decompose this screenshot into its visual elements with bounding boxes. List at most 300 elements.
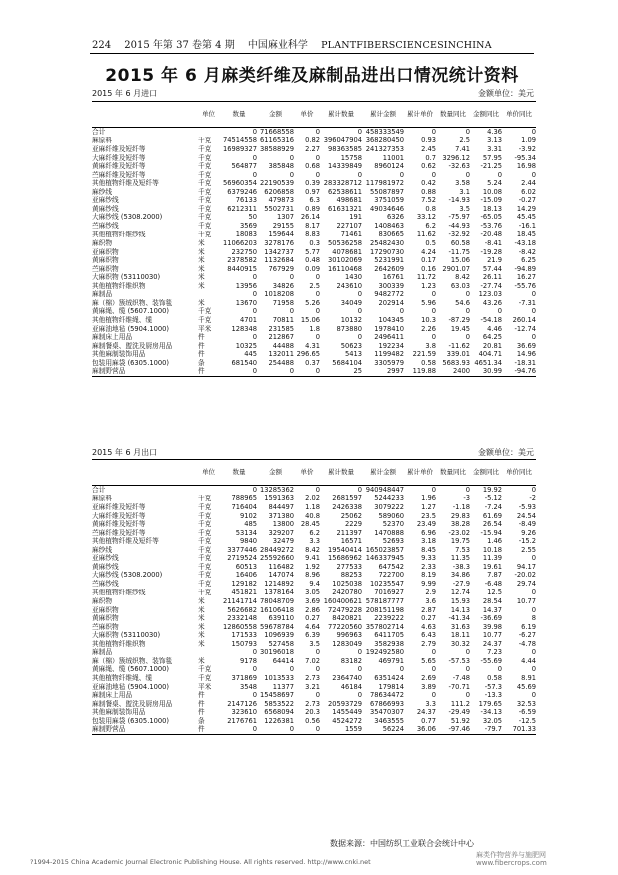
value-cell: 70811 [272, 316, 294, 324]
value-cell: 4.31 [305, 341, 320, 350]
value-cell: 56960354 [222, 179, 257, 188]
value-cell: 13285362 [259, 485, 294, 494]
value-cell: 385848 [268, 162, 294, 171]
column-header: 金额同比 [473, 110, 499, 119]
value-cell: 20.81 [482, 341, 502, 350]
unit-cell: 千克 [198, 494, 212, 503]
table-row [92, 665, 536, 674]
unit-cell: 平米 [198, 324, 212, 333]
value-cell: 0 [531, 290, 536, 299]
value-cell: -20.48 [480, 230, 502, 239]
value-cell: 3.69 [305, 597, 320, 606]
row-label: 麻织物 [92, 597, 113, 606]
column-header: 数量 [232, 110, 246, 119]
value-cell: 0 [252, 333, 257, 342]
value-cell: 28449272 [259, 545, 294, 554]
value-cell: 0 [252, 648, 257, 657]
value-cell: 3.58 [455, 179, 470, 188]
value-cell: 578187777 [365, 597, 404, 606]
data-source: 数据来源：中国纺织工业联合会统计中心 [330, 839, 474, 848]
value-cell: 498681 [336, 196, 362, 205]
value-cell: 72479228 [327, 605, 362, 614]
value-cell: 0.68 [305, 162, 320, 171]
value-cell: 0 [465, 333, 470, 342]
value-cell: -32.63 [448, 162, 470, 171]
unit-cell: 米 [198, 247, 205, 256]
value-cell: -16.1 [518, 222, 536, 230]
row-label: 亚麻织物 [92, 247, 119, 256]
value-cell: 1408463 [374, 222, 404, 230]
value-cell: 19.61 [482, 562, 502, 571]
value-cell: 404.71 [478, 350, 502, 359]
value-cell: 54.6 [455, 298, 470, 307]
value-cell: 2.79 [421, 639, 436, 648]
value-cell: 51.92 [450, 716, 470, 725]
value-cell: 71668558 [259, 127, 294, 136]
value-cell: 7.87 [487, 571, 502, 580]
column-header: 单价 [300, 468, 314, 477]
value-cell: 0.16 [421, 264, 436, 273]
row-label: 麻制餐桌、盥洗及厨房用品 [92, 341, 173, 350]
table-row [92, 529, 536, 538]
value-cell: 2.5 [309, 281, 320, 290]
row-label: 苎麻纱线 [92, 580, 119, 588]
table-row [92, 725, 536, 734]
table-row [92, 205, 536, 214]
value-cell: 0 [531, 588, 536, 597]
unit-cell: 千克 [198, 187, 212, 196]
row-label: 黄麻绳、缆 (5607.1000) [92, 307, 169, 316]
value-cell: 0 [465, 127, 470, 136]
unit-cell: 千克 [198, 511, 212, 520]
value-cell: 9.26 [521, 528, 536, 537]
value-cell: 60513 [235, 562, 257, 571]
value-cell: 45.69 [516, 682, 536, 691]
value-cell: 52370 [382, 520, 404, 529]
value-cell: 0 [315, 648, 320, 657]
value-cell: 17290730 [369, 247, 404, 256]
value-cell: 11377 [272, 682, 294, 691]
value-cell: -29.49 [448, 708, 470, 717]
unit-cell: 千克 [198, 520, 212, 529]
value-cell: -36.69 [480, 614, 502, 623]
value-cell: 14.13 [450, 605, 470, 614]
value-cell: -38.3 [452, 562, 470, 571]
value-cell: 329207 [268, 528, 294, 537]
value-cell: 2420780 [332, 588, 362, 597]
value-cell: 0 [252, 307, 257, 316]
value-cell: 6206858 [264, 187, 294, 196]
value-cell: 9.41 [305, 554, 320, 563]
table-row [92, 571, 536, 580]
value-cell: 5.24 [487, 179, 502, 188]
value-cell: 0.09 [305, 264, 320, 273]
column-header: 累计单价 [407, 110, 433, 119]
value-cell: 5.65 [421, 656, 436, 665]
value-cell: 56224 [382, 725, 404, 734]
value-cell: -55.76 [514, 281, 536, 290]
value-cell: 0 [431, 665, 436, 674]
row-label: 麻原料 [92, 136, 113, 145]
unit-cell: 千克 [198, 562, 212, 571]
value-cell: 2.87 [421, 605, 436, 614]
unit-cell: 千克 [198, 588, 212, 597]
page-title: 2015 年 6 月麻类纤维及麻制品进出口情况统计资料 [105, 66, 519, 86]
value-cell: 15758 [340, 153, 362, 162]
table-row [92, 503, 536, 512]
column-header: 金额 [269, 468, 282, 477]
table-row [92, 700, 536, 709]
value-cell: -21.25 [480, 162, 502, 171]
row-label: 大麻纱线 (5308.2000) [92, 571, 163, 580]
value-cell: 18.11 [450, 631, 470, 640]
row-label: 麻制品 [92, 648, 113, 657]
value-cell: 1.23 [421, 281, 436, 290]
table-row [92, 614, 536, 623]
value-cell: -79.7 [484, 725, 502, 734]
value-cell: 208151198 [365, 605, 404, 614]
value-cell: 3.3 [425, 699, 436, 708]
value-cell: 1.46 [487, 537, 502, 546]
row-label: 其他植物纤维绳、缆 [92, 316, 153, 324]
value-cell: 179.65 [478, 699, 502, 708]
value-cell: 3.05 [305, 588, 320, 597]
value-cell: 63.03 [450, 281, 470, 290]
table-row [92, 299, 536, 308]
value-cell: 3278176 [264, 239, 294, 248]
value-cell: 4.64 [305, 622, 320, 631]
value-cell: -57.53 [448, 656, 470, 665]
import-table [92, 101, 536, 377]
unit-cell: 条 [198, 716, 205, 725]
value-cell: 639110 [268, 614, 294, 623]
table-row [92, 546, 536, 555]
value-cell: 128348 [231, 324, 257, 333]
value-cell: 1283049 [332, 639, 362, 648]
unit-cell: 千克 [198, 153, 212, 162]
value-cell: 147074 [268, 571, 294, 580]
value-cell: -27.9 [452, 580, 470, 588]
row-label: 亚麻油地毡 (5904.1000) [92, 324, 169, 333]
value-cell: 15458697 [259, 691, 294, 700]
value-cell: 0 [357, 648, 362, 657]
value-cell: -6.59 [518, 708, 536, 717]
value-cell: 0 [289, 725, 294, 734]
value-cell: -5.12 [484, 494, 502, 503]
value-cell: -8.49 [518, 520, 536, 529]
value-cell: -94.76 [514, 367, 536, 376]
value-cell: 0 [252, 273, 257, 282]
value-cell: 1.18 [305, 503, 320, 512]
value-cell: 0.8 [425, 204, 436, 213]
value-cell: 2642609 [374, 264, 404, 273]
value-cell: 0.97 [305, 187, 320, 196]
value-cell: -87.29 [448, 316, 470, 324]
issue-info: 2015 年第 37 卷第 4 期 [124, 40, 235, 51]
value-cell: 18083 [235, 230, 257, 239]
value-cell: 6.02 [521, 187, 536, 196]
table-row [92, 154, 536, 163]
value-cell: 45.45 [516, 213, 536, 222]
value-cell: 7.52 [421, 196, 436, 205]
value-cell: 2.27 [305, 145, 320, 154]
column-header-item [92, 460, 196, 486]
value-cell: 6351424 [374, 674, 404, 682]
row-label: 其他植物纤维及短纤等 [92, 179, 159, 188]
value-cell: 7.41 [455, 145, 470, 154]
table-row [92, 231, 536, 240]
value-cell: 371869 [231, 674, 257, 682]
value-cell: 6212311 [227, 204, 257, 213]
table-row [92, 708, 536, 717]
unit-cell: 千克 [198, 162, 212, 171]
value-cell: 13956 [235, 281, 257, 290]
value-cell: 2.5 [459, 136, 470, 145]
value-cell: 0 [289, 367, 294, 376]
value-cell: 873880 [336, 324, 362, 333]
table-row [92, 137, 536, 146]
value-cell: 2.33 [421, 562, 436, 571]
value-cell: 1.96 [421, 494, 436, 503]
value-cell: 23.49 [416, 520, 436, 529]
row-label: 其他麻制装饰用品 [92, 708, 146, 717]
value-cell: 0 [531, 170, 536, 179]
value-cell: 29.83 [450, 511, 470, 520]
value-cell: 21141714 [222, 597, 257, 606]
value-cell: 2.44 [521, 179, 536, 188]
unit-cell [196, 486, 221, 495]
row-label: 黄麻纱线 [92, 562, 119, 571]
value-cell: 241327353 [365, 145, 404, 154]
row-label: 亚麻织物 [92, 605, 119, 614]
table-row [92, 162, 536, 171]
table-row [92, 486, 536, 495]
value-cell: 22190539 [259, 179, 294, 188]
value-cell: 3.6 [425, 597, 436, 606]
value-cell: 30.32 [450, 639, 470, 648]
value-cell: -75.97 [448, 213, 470, 222]
value-cell: 2.55 [521, 545, 536, 554]
unit-cell: 米 [198, 273, 205, 282]
value-cell: 0 [531, 485, 536, 494]
value-cell: 28.54 [482, 597, 502, 606]
value-cell: 16.27 [516, 273, 536, 282]
value-cell: 243610 [336, 281, 362, 290]
value-cell: 9482772 [374, 290, 404, 299]
value-cell: 0 [431, 127, 436, 136]
value-cell: 1025038 [332, 580, 362, 588]
export-subtitle: 2015 年 6 月出口 [92, 448, 158, 457]
unit-cell: 米 [198, 264, 205, 273]
value-cell: -1.18 [452, 503, 470, 512]
row-label: 亚麻纱线 [92, 196, 119, 205]
value-cell: -7.24 [484, 503, 502, 512]
value-cell: 19.75 [450, 537, 470, 546]
table-row [92, 188, 536, 197]
row-label: 麻（棉）簇绒织物、装饰毯 [92, 656, 173, 665]
value-cell: 2681597 [332, 494, 362, 503]
value-cell: 2378582 [227, 256, 257, 265]
value-cell: 2719524 [227, 554, 257, 563]
unit-cell [196, 648, 221, 657]
table-row [92, 342, 536, 351]
value-cell: 227107 [336, 222, 362, 230]
value-cell: 0 [399, 665, 404, 674]
column-header: 单价同比 [506, 468, 532, 477]
table-row [92, 683, 536, 692]
journal-title-en: PLANTFIBERSCIENCESINCHINA [321, 40, 492, 51]
table-row [92, 512, 536, 521]
value-cell: 0.7 [425, 153, 436, 162]
value-cell: -5.93 [518, 503, 536, 512]
value-cell: 21.9 [487, 256, 502, 265]
value-cell: 300339 [378, 281, 404, 290]
value-cell: 3.1 [459, 187, 470, 196]
import-header-row [92, 102, 536, 128]
value-cell: 1013533 [264, 674, 294, 682]
value-cell: -20.02 [514, 571, 536, 580]
unit-cell: 千克 [198, 554, 212, 563]
value-cell: 49034646 [369, 204, 404, 213]
value-cell: 8440915 [227, 264, 257, 273]
value-cell: 3.5 [459, 204, 470, 213]
value-cell: 38.28 [450, 520, 470, 529]
value-cell: 0 [289, 665, 294, 674]
value-cell: 18.45 [516, 230, 536, 239]
value-cell: 1.09 [521, 136, 536, 145]
value-cell: 0 [289, 153, 294, 162]
unit-cell: 米 [198, 281, 205, 290]
value-cell: 701.33 [512, 725, 536, 734]
unit-cell: 件 [198, 708, 205, 717]
value-cell: 12860558 [222, 622, 257, 631]
value-cell: 3.31 [487, 145, 502, 154]
value-cell: 940948447 [365, 485, 404, 494]
value-cell: 844497 [268, 503, 294, 512]
column-header: 数量同比 [440, 110, 466, 119]
value-cell: 0 [315, 290, 320, 299]
value-cell: 211397 [336, 528, 362, 537]
value-cell: 2400 [452, 367, 470, 376]
value-cell: 15686962 [327, 554, 362, 563]
table-row [92, 674, 536, 683]
export-table-body [92, 486, 536, 735]
value-cell: 29.74 [516, 580, 536, 588]
value-cell: 996963 [336, 631, 362, 640]
value-cell: 2.73 [305, 674, 320, 682]
table-row [92, 145, 536, 154]
value-cell: 1455449 [332, 708, 362, 717]
value-cell: 20593729 [327, 699, 362, 708]
value-cell: 589060 [378, 511, 404, 520]
row-label: 黄麻织物 [92, 614, 119, 623]
table-row [92, 537, 536, 546]
value-cell: 10.18 [482, 545, 502, 554]
value-cell: -57.3 [484, 682, 502, 691]
value-cell: 8.42 [305, 545, 320, 554]
value-cell: 0.77 [421, 716, 436, 725]
unit-cell: 件 [198, 350, 205, 359]
value-cell: 33.12 [416, 213, 436, 222]
value-cell: 23.5 [421, 511, 436, 520]
value-cell: 221.59 [412, 350, 436, 359]
value-cell: 57.44 [482, 264, 502, 273]
row-label: 其他植物纤维绳、缆 [92, 674, 153, 682]
value-cell: 16.98 [516, 162, 536, 171]
value-cell: 0 [252, 153, 257, 162]
value-cell: 2147126 [227, 699, 257, 708]
value-cell: 32.53 [516, 699, 536, 708]
value-cell: 0.82 [305, 136, 320, 145]
value-cell: 13670 [235, 298, 257, 307]
value-cell: 43.26 [482, 298, 502, 307]
unit-cell: 米 [198, 605, 205, 614]
value-cell: 0 [289, 170, 294, 179]
value-cell: -34.13 [480, 708, 502, 717]
unit-cell: 千克 [198, 196, 212, 205]
row-label: 苎麻纤维及短纤等 [92, 170, 146, 179]
value-cell: 1559 [344, 725, 362, 734]
value-cell: 88253 [340, 571, 362, 580]
value-cell: 0.88 [421, 187, 436, 196]
value-cell: 123.03 [478, 290, 502, 299]
value-cell: 4701 [239, 316, 257, 324]
export-header-row [92, 460, 536, 486]
value-cell: 296.65 [296, 350, 320, 359]
table-row [92, 367, 536, 376]
table-row [92, 171, 536, 180]
unit-cell: 千克 [198, 537, 212, 546]
value-cell: 283328712 [323, 179, 362, 188]
value-cell: 0 [315, 367, 320, 376]
column-header: 单位 [202, 468, 215, 477]
value-cell: 647542 [378, 562, 404, 571]
table-row [92, 290, 536, 299]
value-cell: 2332148 [227, 614, 257, 623]
value-cell: 3463555 [374, 716, 404, 725]
value-cell: 1978410 [374, 324, 404, 333]
value-cell: 16571 [340, 537, 362, 546]
value-cell: -27.74 [480, 281, 502, 290]
value-cell: 5626682 [227, 605, 257, 614]
value-cell: -43.18 [514, 239, 536, 248]
value-cell: 16106418 [259, 605, 294, 614]
value-cell: -44.93 [448, 222, 470, 230]
value-cell: 0.37 [305, 358, 320, 367]
value-cell: -55.69 [480, 656, 502, 665]
row-label: 黄麻纱线 [92, 204, 119, 213]
value-cell: 191 [349, 213, 362, 222]
row-label: 合计 [92, 127, 106, 136]
row-label: 包装用麻袋 (6305.1000) [92, 716, 169, 725]
value-cell: 5231991 [374, 256, 404, 265]
unit-cell: 件 [198, 725, 205, 734]
value-cell: -97.46 [448, 725, 470, 734]
row-label: 苎麻织物 [92, 622, 119, 631]
value-cell: 119.88 [412, 367, 436, 376]
unit-cell: 千克 [198, 179, 212, 188]
value-cell: 11.35 [450, 554, 470, 563]
value-cell: 0 [357, 691, 362, 700]
row-label: 亚麻纤维及短纤等 [92, 503, 146, 512]
value-cell: -4.78 [518, 639, 536, 648]
value-cell: 0.27 [305, 614, 320, 623]
value-cell: 9102 [239, 511, 257, 520]
value-cell: -19.28 [480, 247, 502, 256]
value-cell: 479873 [268, 196, 294, 205]
value-cell: 451821 [231, 588, 257, 597]
table-row [92, 222, 536, 231]
